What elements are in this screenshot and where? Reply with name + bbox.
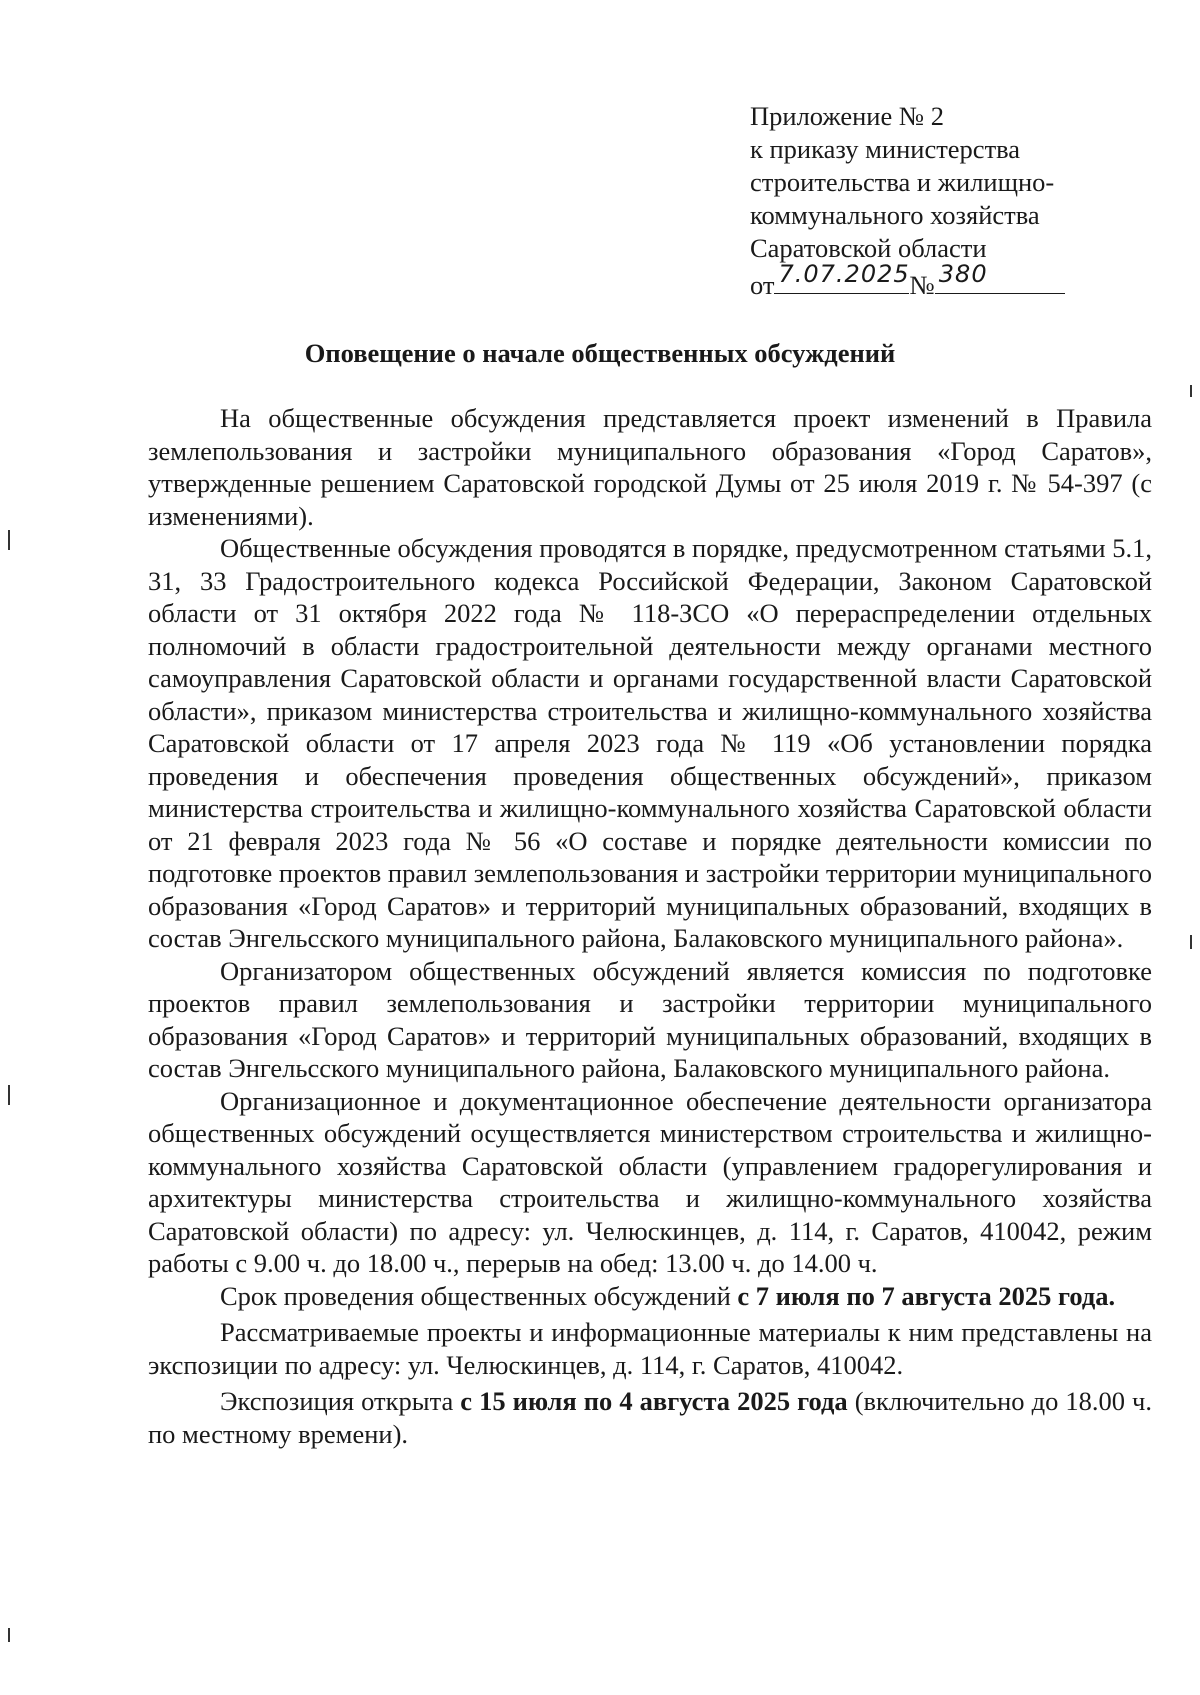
handwritten-date: 7.07.2025: [778, 260, 910, 288]
annex-line: строительства и жилищно-: [750, 167, 1055, 197]
document-body: [148, 402, 1152, 1450]
paragraph: Организационное и документационное обеспечение деятельности организатора общественных обсуждений осуществляется министерством строительства и жилищно-коммунального хозяйства Саратовской области (управлением градорегулирования и архитектуры министерства строительства и жилищно-коммунального хозяйства Саратовской области) по адресу: ул. Челюскинцев, д. 114, г. Саратов, 410042, режим работы с 9.00 ч. до 18.00 ч., перерыв на обед: 13.00 ч. до 14.00 ч.: [148, 1085, 1152, 1278]
scan-mark: [8, 1628, 10, 1642]
paragraph: Рассматриваемые проекты и информационные материалы к ним представлены на экспозиции по адресу: ул. Челюскинцев, д. 114, г. Саратов, 410042.: [148, 1317, 1152, 1380]
paragraph: Общественные обсуждения проводятся в порядке, предусмотренном статьями 5.1, 31, 33 Градостроительного кодекса Российской Федерации, Законом Саратовской области от 31 октября 2022 года № 118-ЗСО «О перераспределении отдельных полномочий в области градостроительной деятельности между органами местного самоуправления Саратовской области и органами государственной власти Саратовской области», приказом министерства строительства и жилищно-коммунального хозяйства Саратовской области от 17 апреля 2023 года № 119 «Об установлении порядка проведения и обеспечения проведения общественных обсуждений», приказом министерства строительства и жилищно-коммунального хозяйства Саратовской области от 21 февраля 2023 года № 56 «О составе и порядке деятельности комиссии по подготовке проектов правил землепользования и застройки территории муниципального образования «Город Саратов» и территорий муниципальных образований, входящих в состав Энгельсского муниципального района, Балаковского муниципального района».: [148, 533, 1152, 953]
number-label: №: [909, 270, 935, 300]
annex-line: Саратовской области: [750, 233, 987, 263]
exposition-dates: с 15 июля по 4 августа 2025 года: [460, 1386, 848, 1416]
paragraph: На общественные обсуждения представляется проект изменений в Правила землепользования и застройки муниципального образования «Город Саратов», утвержденные решением Саратовской городской Думы от 25 июля 2019 г. № 54-397 (с изменениями).: [148, 403, 1152, 531]
annex-header: [750, 100, 1090, 302]
scan-mark: [8, 1085, 10, 1105]
paragraph: Организатором общественных обсуждений является комиссия по подготовке проектов правил землепользования и застройки территории муниципального образования «Город Саратов» и территорий муниципальных образований, входящих в состав Энгельсского муниципального района, Балаковского муниципального района.: [148, 955, 1152, 1083]
handwritten-number: 380: [938, 260, 988, 288]
date-field: [774, 260, 910, 294]
annex-date-line: [750, 260, 1090, 302]
annex-line: к приказу министерства: [750, 134, 1021, 164]
number-field: [935, 260, 1065, 294]
annex-line: Приложение № 2: [750, 101, 945, 131]
scan-mark: [1190, 935, 1192, 949]
paragraph-exposition: [148, 1385, 1152, 1450]
period-dates: с 7 июля по 7 августа 2025 года.: [737, 1280, 1116, 1311]
scan-mark: [8, 530, 10, 550]
scan-mark: [1190, 385, 1192, 397]
annex-line: коммунального хозяйства: [750, 200, 1040, 230]
exposition-tail: (включительно до 18.00 ч. по местному времени).: [148, 1386, 1153, 1449]
exposition-text: Экспозиция открыта: [220, 1386, 454, 1416]
paragraph-period: [148, 1280, 1152, 1313]
period-text: Срок проведения общественных обсуждений: [220, 1280, 731, 1311]
from-label: от: [750, 270, 775, 300]
document-title: Оповещение о начале общественных обсуждений: [304, 338, 896, 368]
